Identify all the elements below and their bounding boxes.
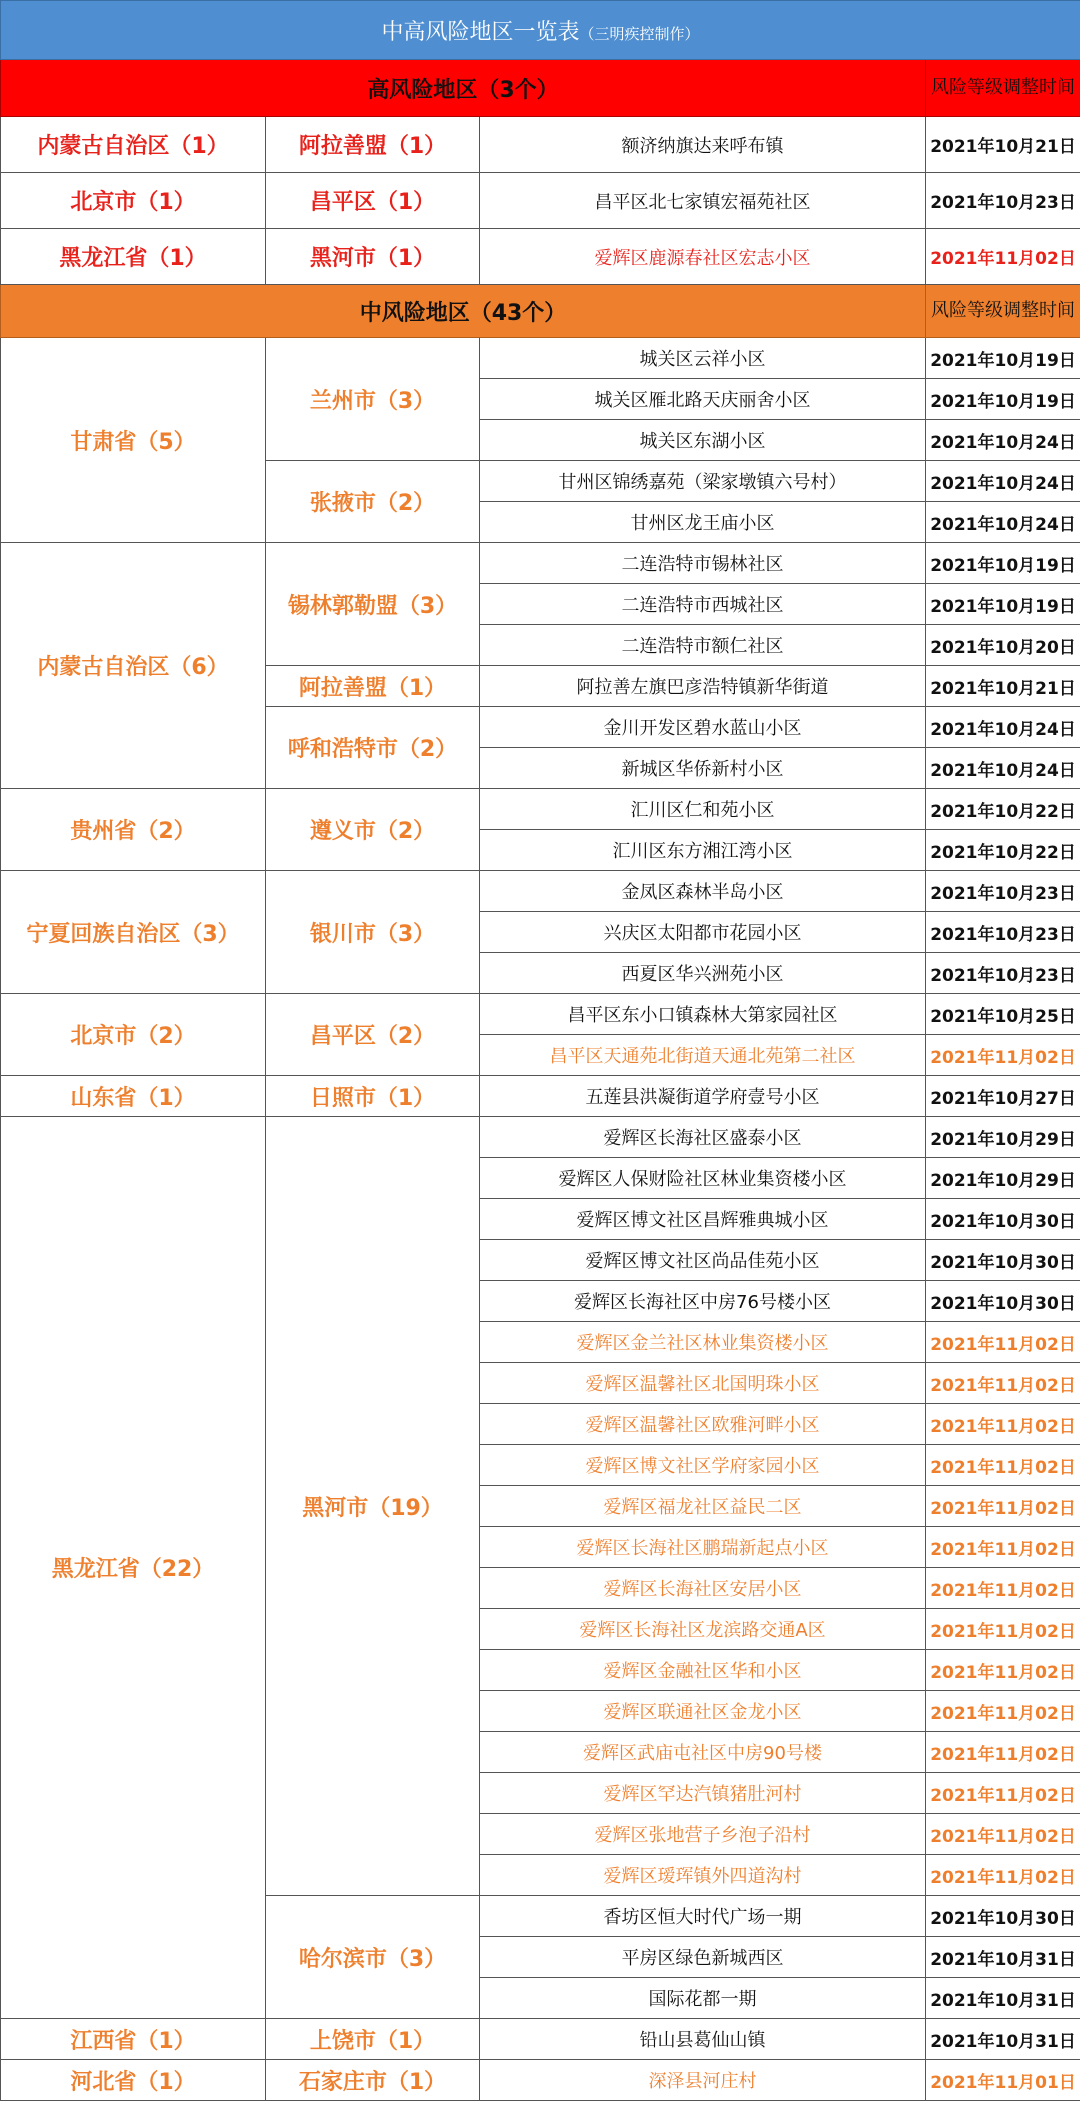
province-cell: 宁夏回族自治区（3） bbox=[1, 871, 266, 994]
date-cell: 2021年11月02日 bbox=[926, 1855, 1080, 1896]
area-cell: 爱辉区鹿源春社区宏志小区 bbox=[480, 229, 926, 285]
date-cell: 2021年11月02日 bbox=[926, 1773, 1080, 1814]
date-cell: 2021年11月02日 bbox=[926, 1527, 1080, 1568]
area-cell: 爱辉区长海社区鹏瑞新起点小区 bbox=[480, 1527, 926, 1568]
area-cell: 爱辉区博文社区学府家园小区 bbox=[480, 1445, 926, 1486]
area-cell: 阿拉善左旗巴彦浩特镇新华街道 bbox=[480, 666, 926, 707]
date-cell: 2021年11月02日 bbox=[926, 1691, 1080, 1732]
area-cell: 昌平区东小口镇森林大第家园社区 bbox=[480, 994, 926, 1035]
date-cell: 2021年10月30日 bbox=[926, 1281, 1080, 1322]
city-cell: 上饶市（1） bbox=[266, 2019, 480, 2060]
area-cell: 五莲县洪凝街道学府壹号小区 bbox=[480, 1076, 926, 1117]
title-sub: （三明疾控制作） bbox=[579, 24, 700, 43]
mid-risk-row bbox=[1, 338, 1080, 379]
area-cell: 爱辉区长海社区中房76号楼小区 bbox=[480, 1281, 926, 1322]
date-cell: 2021年11月02日 bbox=[926, 229, 1080, 285]
area-cell: 新城区华侨新村小区 bbox=[480, 748, 926, 789]
page-title bbox=[1, 1, 1080, 60]
mid-risk-row bbox=[1, 1117, 1080, 1158]
area-cell: 金川开发区碧水蓝山小区 bbox=[480, 707, 926, 748]
province-cell: 内蒙古自治区（6） bbox=[1, 543, 266, 789]
area-cell: 深泽县河庄村 bbox=[480, 2060, 926, 2101]
date-cell: 2021年11月02日 bbox=[926, 1732, 1080, 1773]
city-cell: 阿拉善盟（1） bbox=[266, 666, 480, 707]
area-cell: 爱辉区联通社区金龙小区 bbox=[480, 1691, 926, 1732]
mid-risk-row bbox=[1, 1076, 1080, 1117]
city-cell: 日照市（1） bbox=[266, 1076, 480, 1117]
area-cell: 爱辉区温馨社区北国明珠小区 bbox=[480, 1363, 926, 1404]
area-cell: 汇川区仁和苑小区 bbox=[480, 789, 926, 830]
date-cell: 2021年10月31日 bbox=[926, 1937, 1080, 1978]
area-cell: 爱辉区瑷珲镇外四道沟村 bbox=[480, 1855, 926, 1896]
date-cell: 2021年10月19日 bbox=[926, 543, 1080, 584]
area-cell: 甘州区龙王庙小区 bbox=[480, 502, 926, 543]
date-cell: 2021年10月24日 bbox=[926, 748, 1080, 789]
date-cell: 2021年11月02日 bbox=[926, 1363, 1080, 1404]
high-risk-row bbox=[1, 117, 1080, 173]
province-cell: 河北省（1） bbox=[1, 2060, 266, 2101]
city-cell: 张掖市（2） bbox=[266, 461, 480, 543]
city-cell: 哈尔滨市（3） bbox=[266, 1896, 480, 2019]
province-cell: 甘肃省（5） bbox=[1, 338, 266, 543]
area-cell: 平房区绿色新城西区 bbox=[480, 1937, 926, 1978]
high-risk-row bbox=[1, 173, 1080, 229]
mid-risk-time-header: 风险等级调整时间 bbox=[926, 285, 1080, 338]
date-cell: 2021年11月02日 bbox=[926, 1035, 1080, 1076]
date-cell: 2021年10月27日 bbox=[926, 1076, 1080, 1117]
area-cell: 额济纳旗达来呼布镇 bbox=[480, 117, 926, 173]
province-cell: 黑龙江省（1） bbox=[1, 229, 266, 285]
date-cell: 2021年10月22日 bbox=[926, 830, 1080, 871]
mid-risk-row bbox=[1, 543, 1080, 584]
date-cell: 2021年10月23日 bbox=[926, 173, 1080, 229]
province-cell: 北京市（1） bbox=[1, 173, 266, 229]
area-cell: 城关区雁北路天庆丽舍小区 bbox=[480, 379, 926, 420]
area-cell: 国际花都一期 bbox=[480, 1978, 926, 2019]
area-cell: 爱辉区温馨社区欧雅河畔小区 bbox=[480, 1404, 926, 1445]
mid-risk-row bbox=[1, 2019, 1080, 2060]
area-cell: 铅山县葛仙山镇 bbox=[480, 2019, 926, 2060]
date-cell: 2021年11月02日 bbox=[926, 1486, 1080, 1527]
province-cell: 山东省（1） bbox=[1, 1076, 266, 1117]
area-cell: 昌平区天通苑北街道天通北苑第二社区 bbox=[480, 1035, 926, 1076]
date-cell: 2021年10月23日 bbox=[926, 912, 1080, 953]
mid-risk-row bbox=[1, 2060, 1080, 2101]
date-cell: 2021年10月30日 bbox=[926, 1896, 1080, 1937]
date-cell: 2021年10月31日 bbox=[926, 1978, 1080, 2019]
area-cell: 二连浩特市额仁社区 bbox=[480, 625, 926, 666]
area-cell: 汇川区东方湘江湾小区 bbox=[480, 830, 926, 871]
city-cell: 石家庄市（1） bbox=[266, 2060, 480, 2101]
date-cell: 2021年10月29日 bbox=[926, 1117, 1080, 1158]
area-cell: 爱辉区罕达汽镇猪肚河村 bbox=[480, 1773, 926, 1814]
date-cell: 2021年11月01日 bbox=[926, 2060, 1080, 2101]
date-cell: 2021年10月30日 bbox=[926, 1199, 1080, 1240]
city-cell: 阿拉善盟（1） bbox=[266, 117, 480, 173]
date-cell: 2021年10月22日 bbox=[926, 789, 1080, 830]
date-cell: 2021年11月02日 bbox=[926, 1609, 1080, 1650]
area-cell: 二连浩特市锡林社区 bbox=[480, 543, 926, 584]
area-cell: 昌平区北七家镇宏福苑社区 bbox=[480, 173, 926, 229]
date-cell: 2021年10月19日 bbox=[926, 379, 1080, 420]
area-cell: 兴庆区太阳都市花园小区 bbox=[480, 912, 926, 953]
city-cell: 锡林郭勒盟（3） bbox=[266, 543, 480, 666]
province-cell: 贵州省（2） bbox=[1, 789, 266, 871]
area-cell: 二连浩特市西城社区 bbox=[480, 584, 926, 625]
mid-risk-row bbox=[1, 994, 1080, 1035]
area-cell: 城关区云祥小区 bbox=[480, 338, 926, 379]
date-cell: 2021年11月02日 bbox=[926, 1322, 1080, 1363]
date-cell: 2021年11月02日 bbox=[926, 1445, 1080, 1486]
area-cell: 爱辉区武庙屯社区中房90号楼 bbox=[480, 1732, 926, 1773]
area-cell: 爱辉区金融社区华和小区 bbox=[480, 1650, 926, 1691]
title-row bbox=[1, 1, 1080, 60]
date-cell: 2021年10月23日 bbox=[926, 871, 1080, 912]
province-cell: 江西省（1） bbox=[1, 2019, 266, 2060]
mid-risk-row bbox=[1, 871, 1080, 912]
date-cell: 2021年10月21日 bbox=[926, 117, 1080, 173]
area-cell: 爱辉区福龙社区益民二区 bbox=[480, 1486, 926, 1527]
title-main: 中高风险地区一览表 bbox=[381, 19, 580, 45]
area-cell: 爱辉区博文社区昌辉雅典城小区 bbox=[480, 1199, 926, 1240]
area-cell: 爱辉区人保财险社区林业集资楼小区 bbox=[480, 1158, 926, 1199]
date-cell: 2021年10月23日 bbox=[926, 953, 1080, 994]
province-cell: 内蒙古自治区（1） bbox=[1, 117, 266, 173]
date-cell: 2021年10月30日 bbox=[926, 1240, 1080, 1281]
date-cell: 2021年11月02日 bbox=[926, 1650, 1080, 1691]
date-cell: 2021年10月29日 bbox=[926, 1158, 1080, 1199]
city-cell: 黑河市（1） bbox=[266, 229, 480, 285]
city-cell: 黑河市（19） bbox=[266, 1117, 480, 1896]
city-cell: 昌平区（2） bbox=[266, 994, 480, 1076]
date-cell: 2021年10月21日 bbox=[926, 666, 1080, 707]
area-cell: 香坊区恒大时代广场一期 bbox=[480, 1896, 926, 1937]
high-risk-header-row bbox=[1, 60, 1080, 117]
city-cell: 遵义市（2） bbox=[266, 789, 480, 871]
area-cell: 爱辉区博文社区尚品佳苑小区 bbox=[480, 1240, 926, 1281]
high-risk-time-header: 风险等级调整时间 bbox=[926, 60, 1080, 117]
date-cell: 2021年10月24日 bbox=[926, 502, 1080, 543]
area-cell: 爱辉区金兰社区林业集资楼小区 bbox=[480, 1322, 926, 1363]
area-cell: 甘州区锦绣嘉苑（梁家墩镇六号村） bbox=[480, 461, 926, 502]
date-cell: 2021年10月24日 bbox=[926, 461, 1080, 502]
date-cell: 2021年10月19日 bbox=[926, 338, 1080, 379]
area-cell: 爱辉区长海社区盛泰小区 bbox=[480, 1117, 926, 1158]
area-cell: 爱辉区长海社区安居小区 bbox=[480, 1568, 926, 1609]
mid-risk-header: 中风险地区（43个） bbox=[1, 285, 926, 338]
mid-risk-row bbox=[1, 789, 1080, 830]
area-cell: 城关区东湖小区 bbox=[480, 420, 926, 461]
city-cell: 银川市（3） bbox=[266, 871, 480, 994]
date-cell: 2021年11月02日 bbox=[926, 1814, 1080, 1855]
province-cell: 黑龙江省（22） bbox=[1, 1117, 266, 2019]
date-cell: 2021年10月20日 bbox=[926, 625, 1080, 666]
area-cell: 爱辉区长海社区龙滨路交通A区 bbox=[480, 1609, 926, 1650]
date-cell: 2021年10月24日 bbox=[926, 707, 1080, 748]
city-cell: 兰州市（3） bbox=[266, 338, 480, 461]
mid-risk-header-row bbox=[1, 285, 1080, 338]
date-cell: 2021年10月25日 bbox=[926, 994, 1080, 1035]
date-cell: 2021年10月24日 bbox=[926, 420, 1080, 461]
date-cell: 2021年11月02日 bbox=[926, 1568, 1080, 1609]
area-cell: 金凤区森林半岛小区 bbox=[480, 871, 926, 912]
city-cell: 呼和浩特市（2） bbox=[266, 707, 480, 789]
area-cell: 西夏区华兴洲苑小区 bbox=[480, 953, 926, 994]
date-cell: 2021年10月31日 bbox=[926, 2019, 1080, 2060]
date-cell: 2021年11月02日 bbox=[926, 1404, 1080, 1445]
province-cell: 北京市（2） bbox=[1, 994, 266, 1076]
high-risk-row bbox=[1, 229, 1080, 285]
area-cell: 爱辉区张地营子乡泡子沿村 bbox=[480, 1814, 926, 1855]
date-cell: 2021年10月19日 bbox=[926, 584, 1080, 625]
high-risk-header: 高风险地区（3个） bbox=[1, 60, 926, 117]
city-cell: 昌平区（1） bbox=[266, 173, 480, 229]
